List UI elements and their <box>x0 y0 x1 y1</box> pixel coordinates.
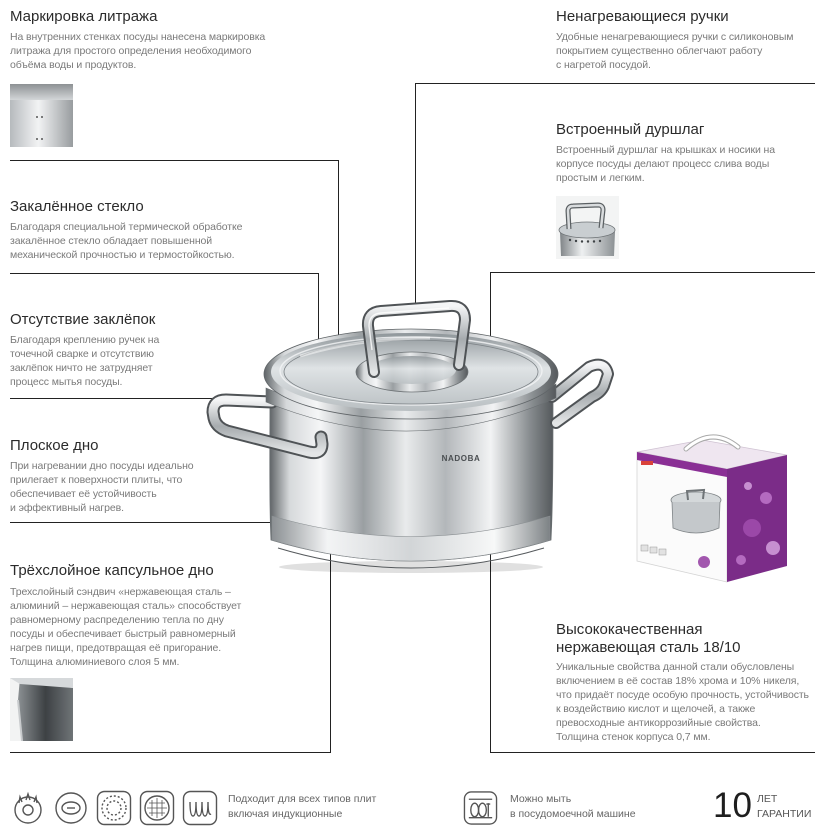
description-line: посуды и обеспечивает быстрый равномерный <box>10 628 236 640</box>
description-line: Уникальные свойства данной стали обусловлены <box>556 661 795 673</box>
dishwasher-safe-line: Можно мыть <box>510 793 572 805</box>
description-line: литража для простого определения необходимого <box>10 45 252 57</box>
feature-title: Маркировка литража <box>10 8 158 25</box>
description-line: процесс мытья посуды. <box>10 376 123 388</box>
description-line: Встроенный дуршлаг на крышках и носики на <box>556 144 775 156</box>
stove-compatibility-line: Подходит для всех типов плит <box>228 793 377 805</box>
description-line: закалённое стекло обладает повышенной <box>10 235 213 247</box>
feature-tempered-glass <box>10 198 242 262</box>
volume-marking-thumbnail <box>10 84 73 147</box>
feature-title: Трёхслойное капсульное дно <box>10 562 214 579</box>
description-line: к воздействию кислот и щелочей, а также <box>556 703 756 715</box>
description-line: Благодаря креплению ручек на <box>10 334 160 346</box>
description-line: механической прочностью и термостойкостью. <box>10 249 235 261</box>
stove-compatibility-text <box>228 792 376 822</box>
description-line: Благодаря специальной термической обработке <box>10 221 243 233</box>
description-line: Толщина алюминиевого слоя 5 мм. <box>10 656 180 668</box>
feature-stainless-steel <box>556 621 809 744</box>
description-line: равномерному распределению тепла по дну <box>10 614 224 626</box>
description-line: заклёпок ничто не затрудняет <box>10 362 153 374</box>
description-line: что придаёт посуде особую прочность, устойчивость <box>556 689 809 701</box>
capsule-bottom-thumbnail <box>10 678 73 741</box>
feature-description <box>10 333 159 389</box>
warranty-label-line: ГАРАНТИИ <box>757 808 812 820</box>
feature-cool-handles <box>556 8 793 72</box>
feature-flat-bottom <box>10 437 194 515</box>
description-line: прилегает к поверхности плиты, что <box>10 474 183 486</box>
description-line: с нагретой посудой. <box>556 59 651 71</box>
feature-title: Плоское дно <box>10 437 99 454</box>
description-line: Толщина стенок корпуса 0,7 мм. <box>556 731 711 743</box>
feature-volume-marking <box>10 8 265 72</box>
feature-title-line: Высококачественная <box>556 621 703 638</box>
gas-burner-icon <box>10 790 46 826</box>
feature-description <box>556 660 809 744</box>
feature-title: Отсутствие заклёпок <box>10 311 156 328</box>
feature-no-rivets <box>10 311 159 389</box>
brand-logo: NADOBA <box>441 454 481 463</box>
feature-built-in-colander <box>556 121 775 185</box>
colander-lid-thumbnail <box>556 196 619 259</box>
electric-plate-icon <box>53 790 89 826</box>
feature-description <box>556 30 793 72</box>
description-line: покрытием существенно облегчают работу <box>556 45 763 57</box>
description-line: На внутренних стенках посуды нанесена маркировка <box>10 31 266 43</box>
warranty-label-line: ЛЕТ <box>757 793 778 805</box>
dishwasher-icon <box>463 790 498 826</box>
description-line: корпусе посуды делают процесс слива воды <box>556 158 770 170</box>
description-line: алюминий – нержавеющая сталь» способствует <box>10 600 242 612</box>
description-line: объёма воды и продуктов. <box>10 59 137 71</box>
description-line: включением в её состав 18% хрома и 10% никеля, <box>556 675 800 687</box>
feature-title: Встроенный дуршлаг <box>556 121 705 138</box>
description-line: точечной сварке и отсутствию <box>10 348 154 360</box>
warranty-years: 10 <box>713 786 752 825</box>
feature-capsule-bottom <box>10 562 241 669</box>
description-line: Трехслойный сэндвич «нержавеющая сталь – <box>10 586 231 598</box>
description-line: При нагревании дно посуды идеально <box>10 460 194 472</box>
feature-description <box>10 30 265 72</box>
dishwasher-safe-text <box>510 792 636 822</box>
description-line: и эффективный нагрев. <box>10 502 124 514</box>
feature-title: Ненагревающиеся ручки <box>556 8 729 25</box>
description-line: превосходные антикоррозийные свойства. <box>556 717 761 729</box>
feature-description <box>10 459 194 515</box>
description-line: обеспечивает её устойчивость <box>10 488 157 500</box>
stove-compatibility-line: включая индукционные <box>228 808 343 820</box>
dishwasher-safe-line: в посудомоечной машине <box>510 808 636 820</box>
warranty-label <box>757 792 811 822</box>
description-line: Удобные ненагревающиеся ручки с силиконовым <box>556 31 794 43</box>
description-line: простым и легким. <box>556 172 645 184</box>
feature-description <box>10 585 241 669</box>
description-line: нагрев пищи, предотвращая её пригорание. <box>10 642 222 654</box>
feature-description <box>556 143 775 185</box>
induction-icon <box>96 790 132 826</box>
feature-title: Закалённое стекло <box>10 198 144 215</box>
feature-description <box>10 220 242 262</box>
feature-title-line: нержавеющая сталь 18/10 <box>556 639 741 656</box>
glass-ceramic-icon <box>139 790 175 826</box>
spiral-heater-icon <box>182 790 218 826</box>
